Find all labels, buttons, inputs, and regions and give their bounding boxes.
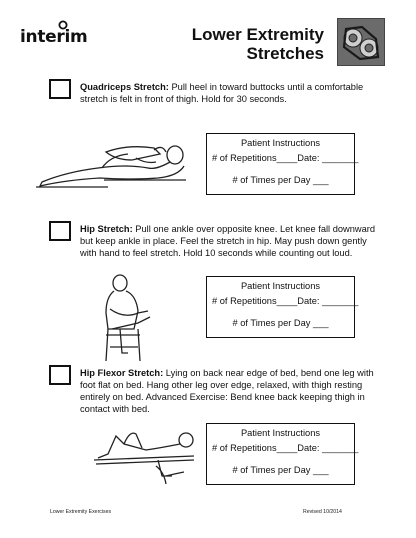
exercise-3-text: Lying on back near edge of bed, bend one leg with foot flat on bed. Hang other leg over edge, relaxed, with thigh resting entirely on bed. Advanced Exercise: Bend knee back keeping thigh in contact with bed. (80, 368, 374, 414)
hip-flexor-stretch-illustration (94, 418, 204, 492)
exercise-3-checkbox[interactable] (49, 365, 71, 385)
times-per-day-field[interactable]: # of Times per Day ___ (232, 318, 329, 328)
title-line-1: Lower Extremity (191, 25, 324, 44)
exercise-2-instructions (80, 223, 380, 259)
exercise-2-checkbox[interactable] (49, 221, 71, 241)
patient-instructions-box-1 (206, 133, 359, 195)
patient-instructions-box-2 (206, 276, 359, 338)
exercise-3-name: Hip Flexor Stretch: (80, 368, 164, 378)
exercise-2-text: Pull one ankle over opposite knee. Let knee fall downward but keep ankle in place. Feel the stretch in hip. May push down gently with hand to feel stretch. Hold 10 seconds while counting out loud. (80, 224, 376, 258)
patient-instructions-title: Patient Instructions (240, 281, 321, 291)
footer-revision-date: Revised 10/2014 (303, 509, 342, 515)
logo-text: interim (20, 27, 88, 47)
exercise-1-text: Pull heel in toward buttocks until a comfortable stretch is felt in front of thigh. Hold for 30 seconds. (80, 82, 364, 104)
patient-instructions-box-3 (206, 423, 359, 485)
repetitions-date-field[interactable]: # of Repetitions____Date: _______ (212, 443, 359, 453)
quadriceps-stretch-illustration (36, 130, 196, 192)
exercise-2-name: Hip Stretch: (80, 224, 133, 234)
times-per-day-field[interactable]: # of Times per Day ___ (232, 175, 329, 185)
exercise-1-instructions (80, 81, 380, 105)
interim-logo (20, 20, 88, 50)
exercise-1-checkbox[interactable] (49, 79, 71, 99)
exercise-3-instructions (80, 367, 380, 415)
times-per-day-field[interactable]: # of Times per Day ___ (232, 465, 329, 475)
repetitions-date-field[interactable]: # of Repetitions____Date: _______ (212, 153, 359, 163)
page-title (124, 25, 324, 63)
exercise-1-name: Quadriceps Stretch: (80, 82, 169, 92)
footer-document-name: Lower Extremity Exercises (50, 509, 112, 515)
gear-logo-icon (337, 18, 385, 66)
hip-stretch-illustration (98, 273, 158, 363)
patient-instructions-title: Patient Instructions (240, 138, 321, 148)
repetitions-date-field[interactable]: # of Repetitions____Date: _______ (212, 296, 359, 306)
title-line-2: Stretches (246, 44, 324, 63)
patient-instructions-title: Patient Instructions (240, 428, 321, 438)
